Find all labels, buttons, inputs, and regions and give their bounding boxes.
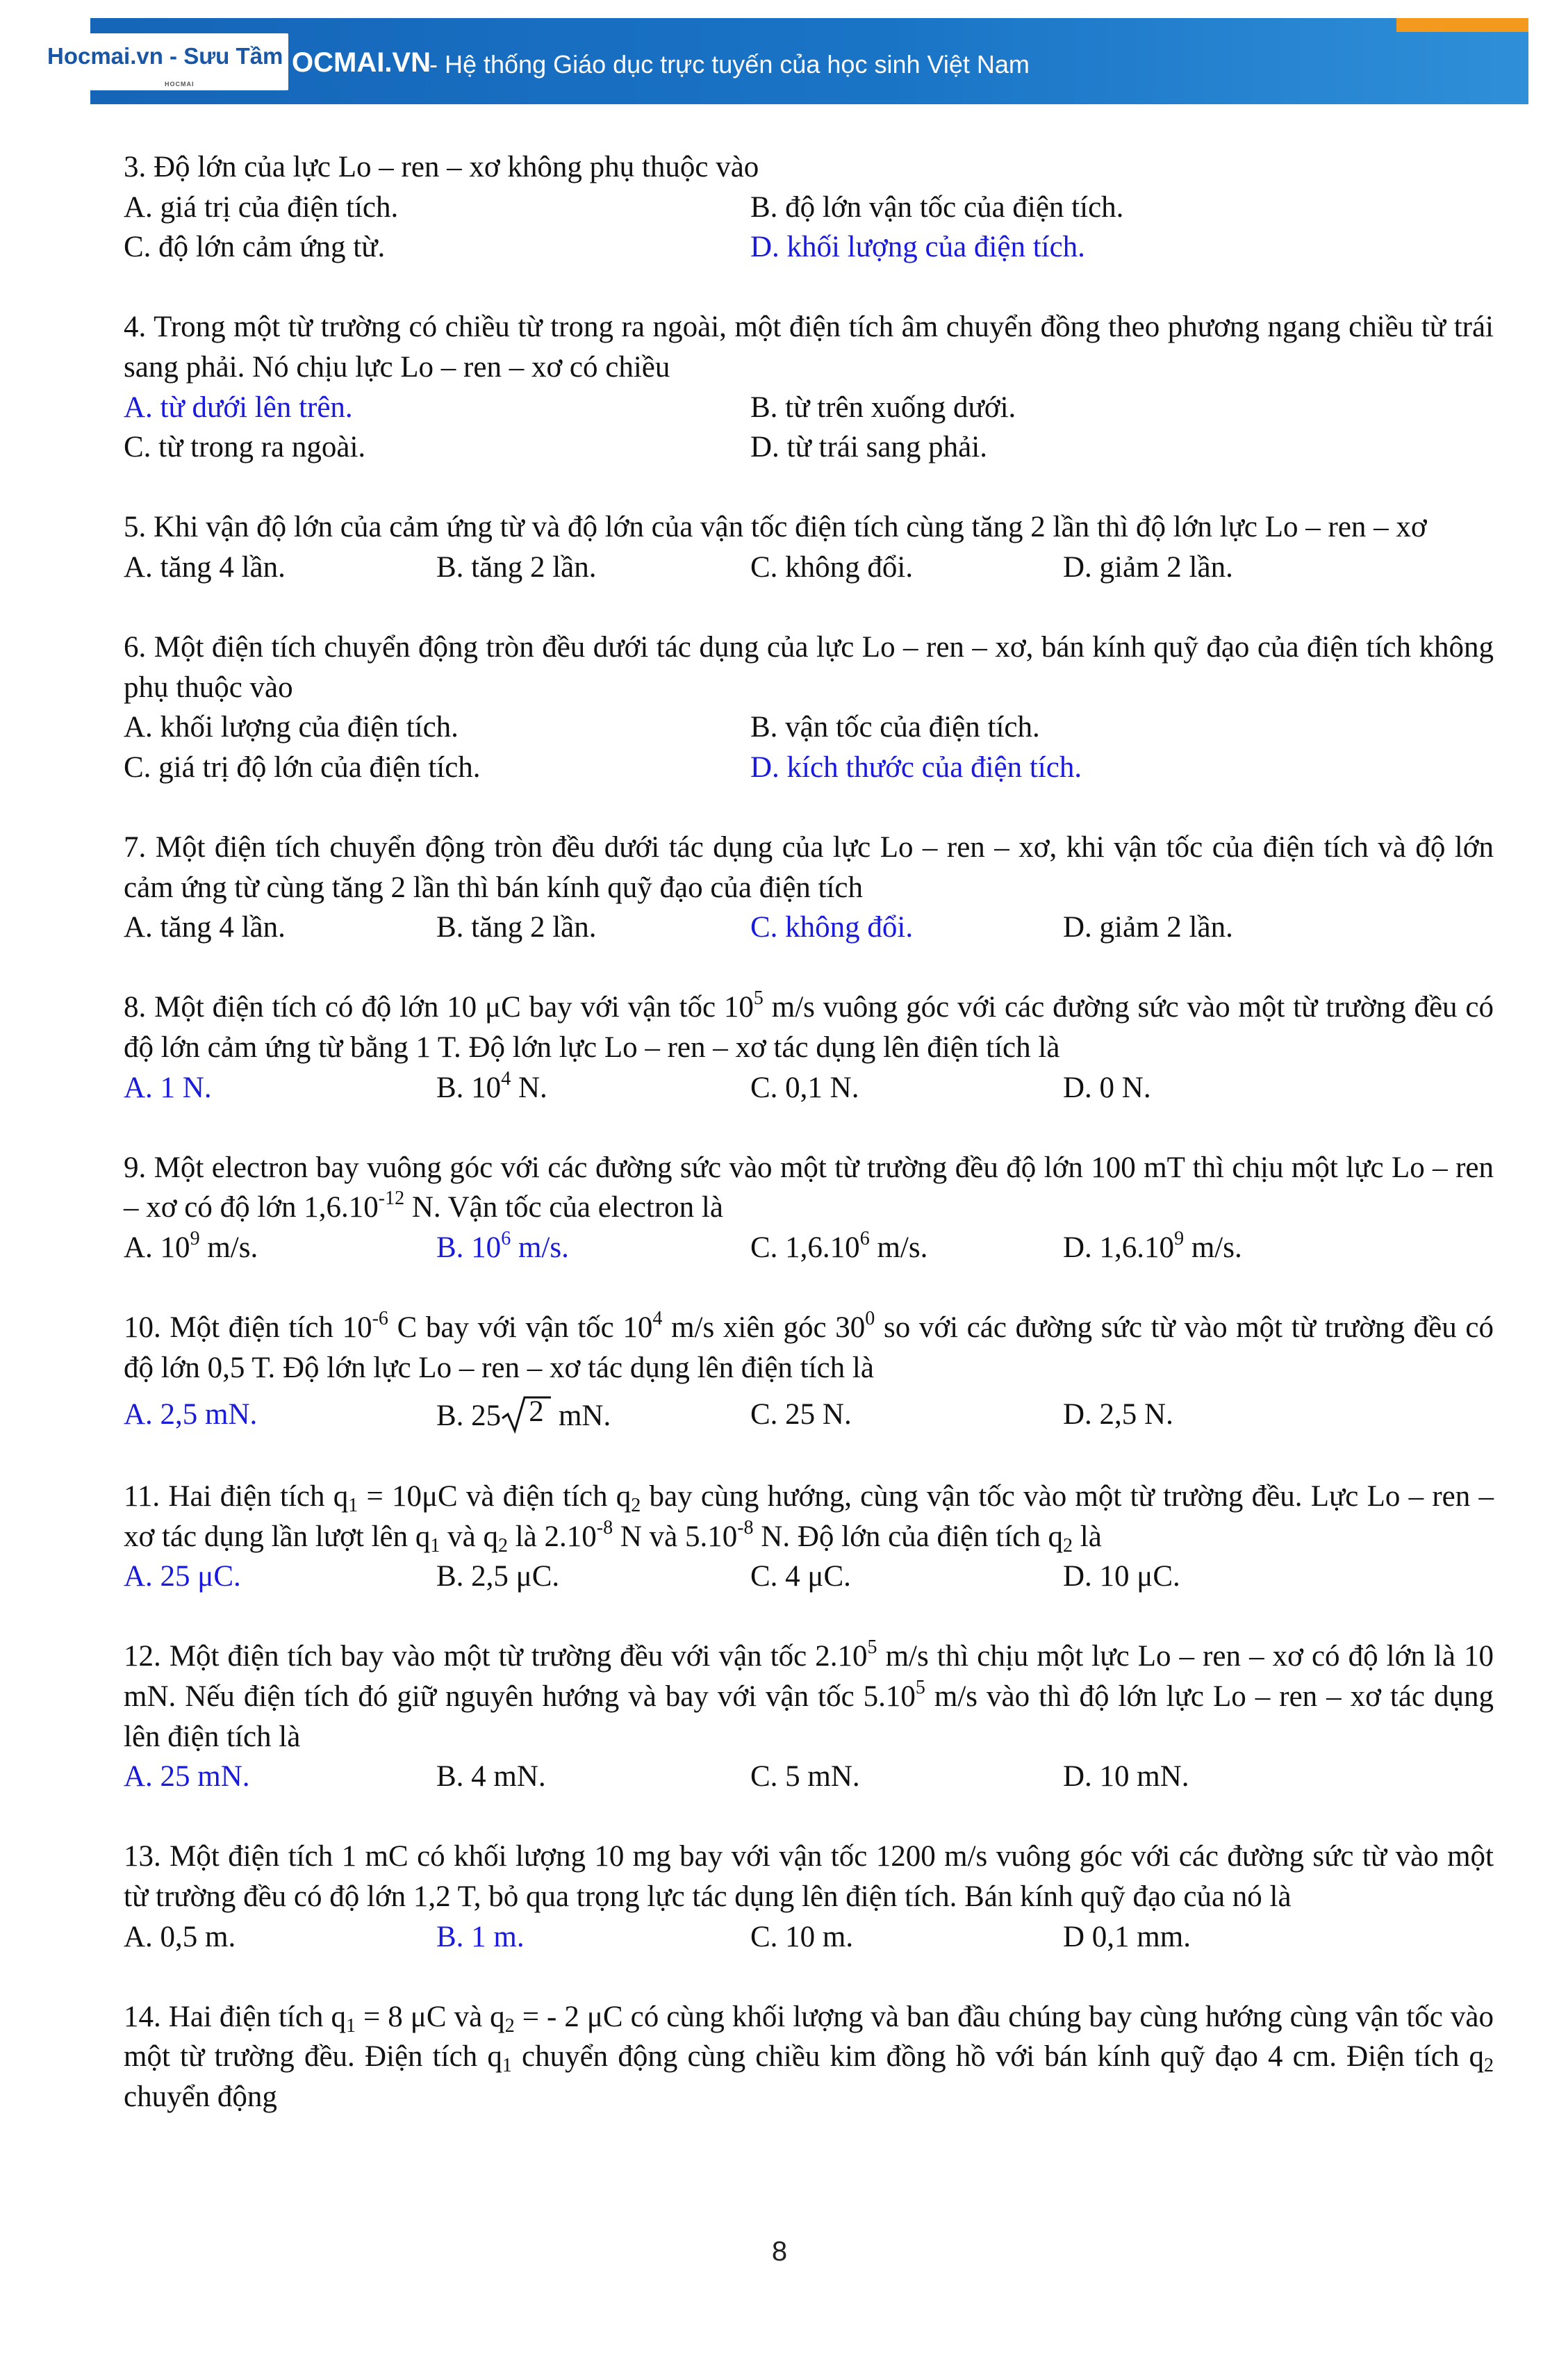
question-stem: 12. Một điện tích bay vào một từ trường đều với vận tốc 2.10$^5$ m/s thì chịu một lực Lo – ren – xơ có độ lớn là 10 mN. Nếu điện tích đó giữ nguyên hướng và bay với vận tốc 5.10$^5$ m/s vào thì độ lớn lực Lo – ren – xơ tác dụng lên điện tích là	[124, 1636, 1494, 1753]
option-a-answer: A. từ dưới lên trên.	[124, 391, 353, 424]
option-c: C. 1,6.10$^6$ m/s.	[750, 1228, 928, 1265]
question-3	[124, 147, 1494, 268]
question-stem: 13. Một điện tích 1 mC có khối lượng 10 mg bay với vận tốc 1200 m/s vuông góc với các đường sức từ vào một từ trường đều có độ lớn 1,2 T, bỏ qua trọng lực tác dụng lên điện tích. Bán kính quỹ đạo của nó là	[124, 1840, 1494, 1913]
header-tagline: - Hệ thống Giáo dục trực tuyến của học sinh Việt Nam	[429, 50, 1030, 79]
option-a-answer: A. 25 mN.	[124, 1760, 250, 1794]
question-stem: 5. Khi vận độ lớn của cảm ứng từ và độ lớn của vận tốc điện tích cùng tăng 2 lần thì độ lớn lực Lo – ren – xơ	[124, 511, 1427, 544]
logo-small-text: HOCMAI	[165, 81, 195, 88]
option-a: A. tăng 4 lần.	[124, 911, 286, 944]
option-c-answer: C. không đổi.	[750, 911, 914, 944]
option-c: C. 5 mN.	[750, 1760, 860, 1794]
option-d: D. 2,5 N.	[1063, 1398, 1173, 1431]
option-c: C. độ lớn cảm ứng từ.	[124, 231, 386, 264]
question-4	[124, 307, 1494, 467]
option-a: A. $10^9$ m/s.	[124, 1228, 258, 1265]
option-b-answer: B. $10^6$ m/s.	[436, 1228, 569, 1265]
option-d: D. 1,6.10$^9$ m/s.	[1063, 1228, 1242, 1265]
question-stem: 10. Một điện tích $10^{-6}$ C bay với vận tốc $10^4$ m/s xiên góc $30^0$ so với các đường sức từ vào một từ trường đều có độ lớn 0,5 T. Độ lớn lực Lo – ren – xơ tác dụng lên điện tích là	[124, 1308, 1494, 1384]
question-10	[124, 1308, 1494, 1436]
question-stem: 7. Một điện tích chuyển động tròn đều dưới tác dụng của lực Lo – ren – xơ, khi vận tốc của điện tích và độ lớn cảm ứng từ cùng tăng 2 lần thì bán kính quỹ đạo của điện tích	[124, 831, 1494, 904]
option-a-answer: A. 25 μC.	[124, 1560, 241, 1593]
option-c: C. không đổi.	[750, 550, 914, 584]
option-d-answer: D. khối lượng của điện tích.	[750, 231, 1085, 264]
question-stem: 4. Trong một từ trường có chiều từ trong ra ngoài, một điện tích âm chuyển đồng theo phương ngang chiều từ trái sang phải. Nó chịu lực Lo – ren – xơ có chiều	[124, 311, 1494, 384]
option-b: B. vận tốc của điện tích.	[750, 711, 1040, 744]
option-d-answer: D. kích thước của điện tích.	[750, 750, 1082, 784]
option-d: D. 10 mN.	[1063, 1760, 1189, 1794]
watermark-text: Hocmai.vn - Sưu Tầm	[47, 43, 283, 69]
header-accent	[1396, 18, 1528, 32]
option-b: B. $10^4$ N.	[436, 1067, 547, 1104]
question-12	[124, 1636, 1494, 1796]
option-a: A. khối lượng của điện tích.	[124, 711, 459, 744]
option-b: B. 25 2 mN.	[436, 1395, 611, 1433]
option-b: B. từ trên xuống dưới.	[750, 391, 1016, 424]
brand-name: OCMAI.VN	[292, 47, 431, 78]
option-c: C. 10 m.	[750, 1920, 854, 1953]
question-6	[124, 627, 1494, 787]
question-stem: 11. Hai điện tích $q_1 = 10\mu C$ và điện tích $q_2$ bay cùng hướng, cùng vận tốc vào một từ trường đều. Lực Lo – ren – xơ tác dụng lần lượt lên $q_1$ và $q_2$ là $2.10^{-8}$ N và $5.10^{-8}$ N. Độ lớn của điện tích $q_2$ là	[124, 1480, 1494, 1557]
question-13	[124, 1837, 1494, 1957]
option-d: D. giảm 2 lần.	[1063, 550, 1233, 584]
question-11	[124, 1477, 1494, 1597]
option-a: A. giá trị của điện tích.	[124, 190, 399, 224]
option-d: D. từ trái sang phải.	[750, 431, 987, 464]
option-c: C. 0,1 N.	[750, 1071, 859, 1104]
option-a: A. tăng 4 lần.	[124, 550, 286, 584]
option-c: C. từ trong ra ngoài.	[124, 431, 366, 464]
option-b: B. 4 mN.	[436, 1760, 546, 1794]
option-a: A. 0,5 m.	[124, 1920, 236, 1953]
option-b: B. tăng 2 lần.	[436, 911, 597, 944]
question-stem: 6. Một điện tích chuyển động tròn đều dưới tác dụng của lực Lo – ren – xơ, bán kính quỹ đạo của điện tích không phụ thuộc vào	[124, 631, 1494, 704]
page-number: 8	[771, 2236, 788, 2267]
question-8	[124, 987, 1494, 1108]
option-c: C. 25 N.	[750, 1398, 852, 1431]
question-list	[124, 147, 1494, 2157]
option-a-answer: A. 1 N.	[124, 1071, 212, 1104]
option-b: B. 2,5 μC.	[436, 1560, 560, 1593]
option-d: D. 10 μC.	[1063, 1560, 1180, 1593]
option-b: B. độ lớn vận tốc của điện tích.	[750, 190, 1124, 224]
question-9	[124, 1148, 1494, 1268]
option-d: D 0,1 mm.	[1063, 1920, 1191, 1953]
question-stem: 14. Hai điện tích $q_1 = 8$ μC và $q_2$ = - 2 μC có cùng khối lượng và ban đầu chúng bay cùng hướng cùng vận tốc vào một từ trường đều. Điện tích $q_1$ chuyển động cùng chiều kim đồng hồ với bán kính quỹ đạo 4 cm. Điện tích $q_2$ chuyển động	[124, 2000, 1494, 2113]
sqrt-symbol: 2	[501, 1395, 551, 1434]
option-a-answer: A. 2,5 mN.	[124, 1398, 258, 1431]
option-b: B. tăng 2 lần.	[436, 550, 597, 584]
option-d: D. giảm 2 lần.	[1063, 911, 1233, 944]
option-c: C. giá trị độ lớn của điện tích.	[124, 750, 481, 784]
option-b-answer: B. 1 m.	[436, 1920, 525, 1953]
question-7	[124, 828, 1494, 948]
question-5	[124, 507, 1494, 587]
question-stem: 3. Độ lớn của lực Lo – ren – xơ không phụ thuộc vào	[124, 151, 759, 183]
option-d: D. 0 N.	[1063, 1071, 1151, 1104]
question-stem: 9. Một electron bay vuông góc với các đường sức vào một từ trường đều độ lớn 100 mT thì chịu một lực Lo – ren – xơ có độ lớn $1,6.10^{-12}$ N. Vận tốc của electron là	[124, 1151, 1494, 1224]
option-c: C. 4 μC.	[750, 1560, 851, 1593]
question-14	[124, 1997, 1494, 2117]
question-stem: 8. Một điện tích có độ lớn 10 μC bay với vận tốc $10^5$ m/s vuông góc với các đường sức vào một từ trường đều có độ lớn cảm ứng từ bằng 1 T. Độ lớn lực Lo – ren – xơ tác dụng lên điện tích là	[124, 987, 1494, 1065]
